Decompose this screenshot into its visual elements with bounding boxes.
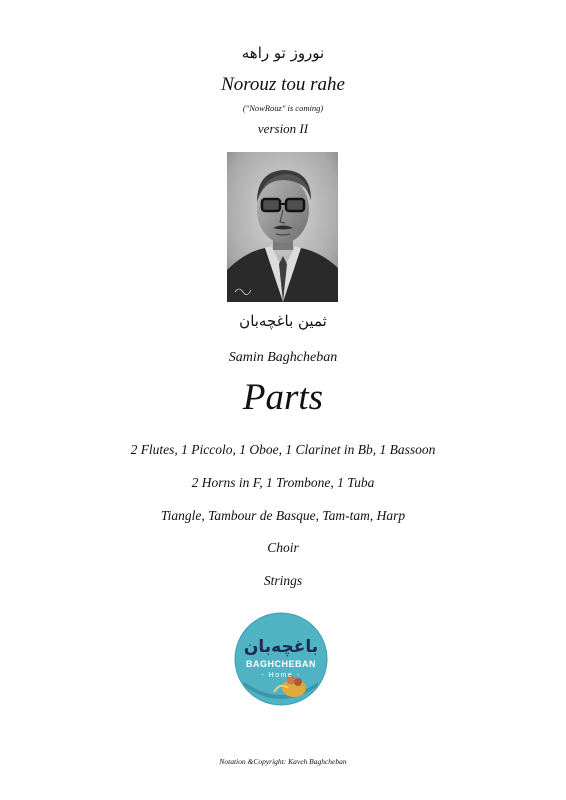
composer-signature: ثمین باغچه‌بان (239, 312, 327, 330)
logo-sub-text: - Home - (261, 672, 301, 679)
title-english: Norouz tou rahe (221, 74, 345, 95)
composer-name: Samin Baghcheban (228, 350, 338, 365)
instrumentation-choir: Choir (267, 540, 299, 555)
composer-portrait-photo (227, 152, 338, 302)
title-persian: نوروز تو راهه (241, 44, 325, 62)
baghcheban-home-logo (234, 612, 328, 706)
subtitle: ("NowRouz" is coming) (242, 103, 324, 113)
version-label: version II (257, 121, 309, 136)
instrumentation-percussion: Tiangle, Tambour de Basque, Tam-tam, Harp (160, 508, 406, 523)
parts-heading: Parts (242, 377, 324, 418)
copyright-footer: Notation &Copyright: Kaveh Baghcheban (219, 757, 347, 766)
logo-persian-text: باغچه‌بان (243, 637, 319, 657)
instrumentation-woodwinds: 2 Flutes, 1 Piccolo, 1 Oboe, 1 Clarinet in Bb, 1 Bassoon (130, 442, 436, 457)
instrumentation-brass: 2 Horns in F, 1 Trombone, 1 Tuba (191, 475, 375, 490)
logo-latin-text: BAGHCHEBAN (246, 659, 316, 669)
instrumentation-strings: Strings (263, 573, 303, 588)
